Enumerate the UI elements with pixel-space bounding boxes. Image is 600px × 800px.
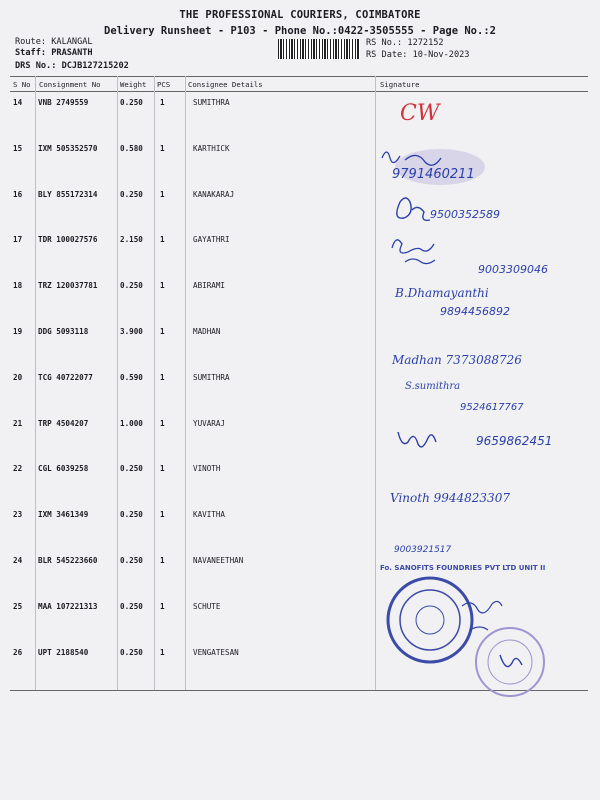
row-pcs: 1 bbox=[160, 510, 165, 520]
row-weight: 0.250 bbox=[120, 189, 143, 199]
row-consignment-no: IXM 3461349 bbox=[38, 510, 89, 520]
row-weight: 2.150 bbox=[120, 235, 143, 245]
row-consignment-no: VNB 2749559 bbox=[38, 98, 89, 107]
row-sno: 24 bbox=[13, 556, 23, 565]
row-pcs: 1 bbox=[160, 98, 165, 107]
row-consignment-no: IXM 505352570 bbox=[38, 143, 98, 153]
row-pcs: 1 bbox=[160, 556, 165, 565]
row-consignee: SUMITHRA bbox=[193, 372, 230, 382]
row-consignee: KAVITHA bbox=[193, 510, 226, 520]
phone-18: 9894456892 bbox=[440, 305, 510, 318]
row-sno: 14 bbox=[13, 98, 23, 107]
runsheet-subtitle: Delivery Runsheet - P103 - Phone No.:0422-3505555 - Page No.:2 bbox=[104, 25, 496, 37]
row-consignment-no: MAA 107221313 bbox=[38, 601, 98, 611]
row-pcs: 1 bbox=[160, 464, 165, 474]
row-pcs: 1 bbox=[160, 647, 165, 657]
col-signature: Signature bbox=[380, 80, 420, 89]
row-consignee: SCHUTE bbox=[193, 601, 221, 611]
row-consignment-no: TRZ 120037781 bbox=[38, 281, 98, 291]
signature-26 bbox=[500, 655, 522, 667]
name-phone-19: Madhan 7373088726 bbox=[392, 353, 522, 367]
row-consignee: YUVARAJ bbox=[193, 418, 226, 428]
row-consignee: VINOTH bbox=[193, 464, 221, 474]
row-pcs: 1 bbox=[160, 281, 165, 291]
row-sno: 19 bbox=[13, 327, 23, 336]
row-consignment-no: DDG 5093118 bbox=[38, 327, 89, 336]
faded-seal bbox=[476, 628, 544, 696]
drs-number: DRS No.: DCJB127215202 bbox=[15, 61, 129, 71]
row-consignment-no: BLY 855172314 bbox=[38, 189, 98, 199]
row-weight: 0.250 bbox=[120, 281, 143, 291]
route: Route: KALANGAL bbox=[15, 37, 93, 47]
phone-16: 9500352589 bbox=[430, 208, 500, 221]
row-consignment-no: TRP 4504207 bbox=[38, 418, 89, 428]
row-consignment-no: BLR 545223660 bbox=[38, 556, 98, 565]
row-consignment-no: UPT 2188540 bbox=[38, 647, 89, 657]
phone-17: 9003309046 bbox=[478, 263, 548, 276]
row-weight: 0.250 bbox=[120, 647, 143, 657]
col-consignment: Consignment No bbox=[39, 80, 101, 89]
row-sno: 25 bbox=[13, 601, 23, 611]
round-seal bbox=[388, 578, 472, 662]
cw-mark: CW bbox=[400, 101, 440, 126]
row-weight: 0.250 bbox=[120, 601, 143, 611]
row-consignee: GAYATHRI bbox=[193, 235, 230, 245]
row-pcs: 1 bbox=[160, 327, 165, 336]
row-sno: 22 bbox=[13, 464, 23, 474]
row-pcs: 1 bbox=[160, 235, 165, 245]
name-phone-22: Vinoth 9944823307 bbox=[390, 491, 510, 505]
row-sno: 16 bbox=[13, 189, 23, 199]
col-sno: S No bbox=[13, 80, 31, 89]
row-consignee: VENGATESAN bbox=[193, 647, 239, 657]
row-consignee: KANAKARAJ bbox=[193, 189, 235, 199]
row-sno: 21 bbox=[13, 418, 23, 428]
row-sno: 23 bbox=[13, 510, 23, 520]
row-weight: 0.250 bbox=[120, 98, 143, 107]
name-20: S.sumithra bbox=[405, 381, 461, 392]
row-sno: 26 bbox=[13, 647, 23, 657]
signature-16 bbox=[397, 198, 430, 220]
row-weight: 0.250 bbox=[120, 510, 143, 520]
row-consignment-no: CGL 6039258 bbox=[38, 464, 89, 474]
row-weight: 0.580 bbox=[120, 143, 143, 153]
row-pcs: 1 bbox=[160, 189, 165, 199]
row-consignee: KARTHICK bbox=[193, 143, 230, 153]
col-consignee: Consignee Details bbox=[188, 80, 263, 89]
row-sno: 15 bbox=[13, 143, 23, 153]
col-weight: Weight bbox=[120, 80, 147, 89]
row-weight: 3.900 bbox=[120, 327, 143, 336]
phone-21: 9659862451 bbox=[476, 434, 553, 448]
row-pcs: 1 bbox=[160, 418, 165, 428]
signature-21 bbox=[398, 432, 436, 447]
row-pcs: 1 bbox=[160, 372, 165, 382]
row-consignee: SUMITHRA bbox=[193, 98, 230, 107]
row-weight: 1.000 bbox=[120, 418, 143, 428]
col-pcs: PCS bbox=[157, 80, 171, 89]
row-sno: 18 bbox=[13, 281, 23, 291]
company-title: THE PROFESSIONAL COURIERS, COIMBATORE bbox=[179, 9, 421, 21]
row-pcs: 1 bbox=[160, 143, 165, 153]
phone-23: 9003921517 bbox=[394, 545, 452, 555]
row-weight: 0.590 bbox=[120, 372, 143, 382]
rs-date: RS Date: 10-Nov-2023 bbox=[366, 50, 470, 60]
company-stamp-24: Fo. SANOFITS FOUNDRIES PVT LTD UNIT II bbox=[380, 564, 546, 572]
row-consignee: NAVANEETHAN bbox=[193, 556, 244, 565]
row-consignee: ABIRAMI bbox=[193, 281, 226, 291]
row-sno: 17 bbox=[13, 235, 23, 245]
phone-15: 9791460211 bbox=[392, 167, 475, 182]
phone-20: 9524617767 bbox=[460, 402, 524, 413]
row-weight: 0.250 bbox=[120, 464, 143, 474]
rs-number: RS No.: 1272152 bbox=[366, 38, 444, 48]
row-pcs: 1 bbox=[160, 601, 165, 611]
row-consignment-no: TDR 100027576 bbox=[38, 235, 98, 245]
row-weight: 0.250 bbox=[120, 556, 143, 565]
row-consignment-no: TCG 40722077 bbox=[38, 372, 93, 382]
signature-17 bbox=[392, 240, 435, 264]
row-consignee: MADHAN bbox=[193, 327, 221, 336]
name-18: B.Dhamayanthi bbox=[395, 286, 489, 300]
row-sno: 20 bbox=[13, 372, 23, 382]
staff: Staff: PRASANTH bbox=[15, 48, 93, 58]
